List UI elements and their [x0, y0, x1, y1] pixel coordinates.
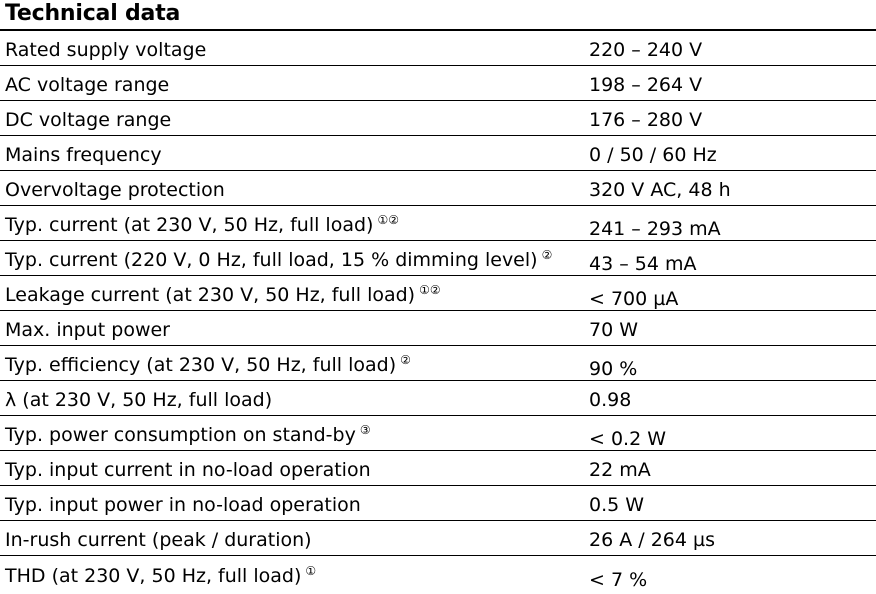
table-row	[0, 241, 876, 276]
row-label-text: Typ. current (at 230 V, 50 Hz, full load)	[5, 214, 374, 236]
footnote-marker: ①	[305, 564, 317, 578]
table-row	[0, 136, 876, 171]
table-row	[0, 556, 876, 591]
table-row	[0, 451, 876, 486]
row-label-text: Leakage current (at 230 V, 50 Hz, full load)	[5, 284, 416, 306]
footnote-marker: ③	[359, 423, 371, 437]
row-value: 70 W	[589, 319, 639, 341]
row-label	[5, 278, 441, 307]
table-row	[0, 521, 876, 556]
row-value: 0.5 W	[589, 494, 645, 516]
table-row	[0, 101, 876, 136]
row-value: 0.98	[589, 389, 632, 411]
row-label	[5, 318, 170, 342]
row-label-text: Mains frequency	[5, 144, 162, 166]
row-value: 320 V AC, 48 h	[589, 179, 731, 201]
row-label	[5, 528, 312, 552]
row-label-text: Typ. input power in no-load operation	[5, 494, 361, 516]
row-label	[5, 73, 169, 97]
row-label-text: Rated supply voltage	[5, 39, 207, 61]
row-value: 220 – 240 V	[589, 39, 703, 61]
table-row	[0, 171, 876, 206]
row-value: 26 A / 264 µs	[589, 529, 715, 551]
row-value: < 700 µA	[589, 288, 679, 310]
table-row	[0, 31, 876, 66]
table-row	[0, 276, 876, 311]
row-value: 241 – 293 mA	[589, 218, 721, 240]
footnote-marker: ②	[541, 248, 553, 262]
row-label-text: Overvoltage protection	[5, 179, 225, 201]
row-label	[5, 143, 162, 167]
row-label	[5, 388, 272, 412]
table-row	[0, 206, 876, 241]
row-label	[5, 418, 371, 447]
technical-data-table	[0, 31, 876, 591]
table-row	[0, 66, 876, 101]
footnote-marker: ①②	[377, 213, 399, 227]
row-label-text: Typ. current (220 V, 0 Hz, full load, 15 % dimming level)	[5, 249, 538, 271]
row-label-text: Typ. efficiency (at 230 V, 50 Hz, full load)	[5, 354, 397, 376]
row-label-text: DC voltage range	[5, 109, 172, 131]
row-label	[5, 208, 399, 237]
section-title: Technical data	[5, 1, 181, 26]
row-label	[5, 108, 171, 132]
row-label-text: Typ. input current in no-load operation	[5, 459, 371, 481]
row-value: 198 – 264 V	[589, 74, 703, 96]
footnote-marker: ②	[400, 353, 411, 367]
table-row	[0, 346, 876, 381]
row-label-text: Max. input power	[5, 319, 170, 341]
row-label	[5, 38, 206, 62]
row-value: < 0.2 W	[589, 428, 667, 450]
row-label	[5, 559, 316, 588]
table-row	[0, 381, 876, 416]
row-label-text: Typ. power consumption on stand-by	[5, 424, 356, 446]
row-value: 43 – 54 mA	[589, 253, 697, 275]
row-label-text: THD (at 230 V, 50 Hz, full load)	[5, 565, 302, 587]
row-label	[5, 243, 552, 272]
row-label-text: In-rush current (peak / duration)	[5, 529, 312, 551]
row-label	[5, 178, 225, 202]
table-row	[0, 486, 876, 521]
row-value: 22 mA	[589, 459, 651, 481]
row-label	[5, 348, 411, 377]
table-row	[0, 416, 876, 451]
row-value: < 7 %	[589, 569, 648, 591]
row-label-text: AC voltage range	[5, 74, 170, 96]
row-value: 0 / 50 / 60 Hz	[589, 144, 717, 166]
table-row	[0, 311, 876, 346]
row-value: 90 %	[589, 358, 638, 380]
row-label	[5, 458, 371, 482]
row-value: 176 – 280 V	[589, 109, 703, 131]
row-label-text: λ (at 230 V, 50 Hz, full load)	[5, 389, 273, 411]
footnote-marker: ①②	[419, 283, 441, 297]
row-label	[5, 493, 361, 517]
